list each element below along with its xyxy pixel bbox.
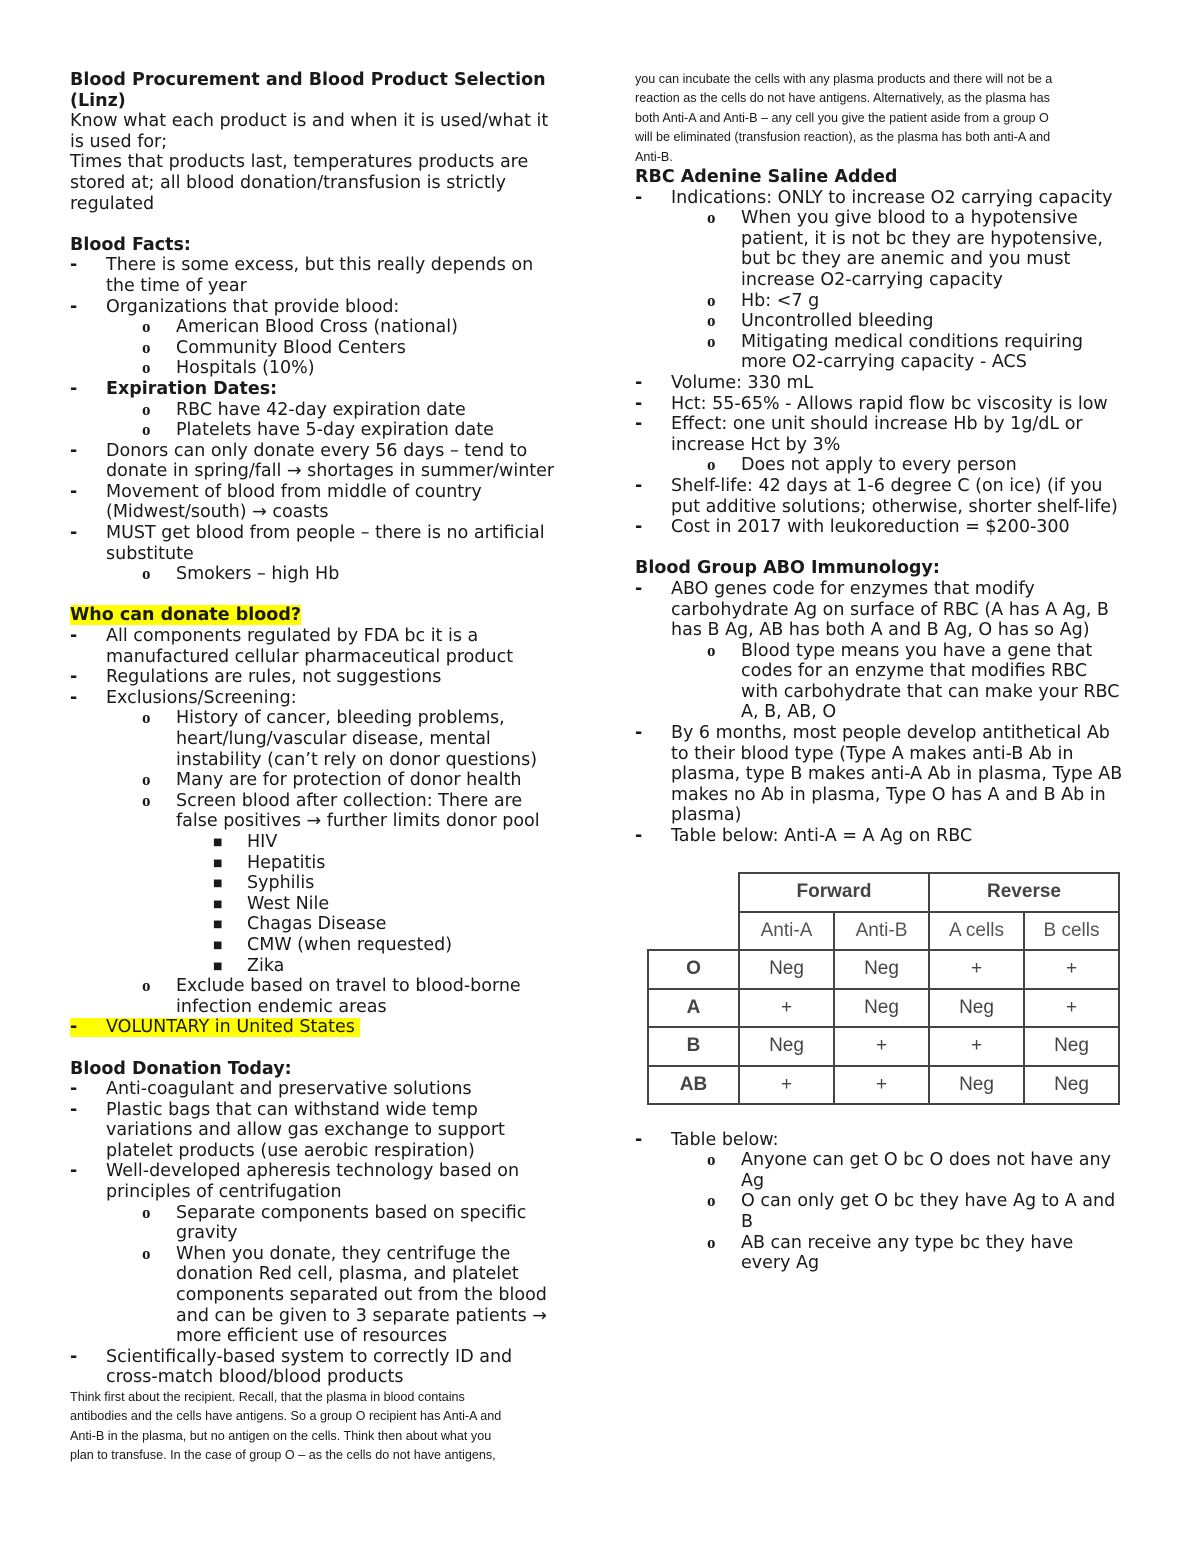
abo-typing-table-image [637,857,1124,1125]
intro-line: Times that products last, temperatures products are [70,152,529,173]
sub-bullet-item: o Screen blood after collection: There are [142,790,523,811]
bullet-item: - Volume: 330 mL [635,372,814,393]
circle-bullet-icon: o [142,399,151,419]
square-bullet-icon: ■ [213,919,223,931]
bullet-continuation: carbohydrate Ag on surface of RBC (A has A Ag, B [671,599,1109,620]
sub-bullet-continuation: more O2-carrying capacity - ACS [741,352,1027,373]
page-title-author: (Linz) [70,90,126,111]
sub-bullet-item: o When you donate, they centrifuge the [142,1243,511,1264]
dash-bullet-icon: - [70,523,78,544]
sub-bullet-item: o Uncontrolled bleeding [707,311,934,332]
circle-bullet-icon: o [142,317,151,337]
table-subheader-row [648,912,1119,951]
bullet-continuation: makes no Ab in plasma, Type O has A and B Ab in [671,784,1106,805]
sub-bullet-continuation: patient, it is not bc they are hypotensive, [741,228,1103,249]
bullet-continuation: principles of centrifugation [106,1182,342,1203]
note-line: both Anti-A and Anti-B – any cell you give the patient aside from a group O [635,110,1049,125]
table-cell: + [739,989,834,1028]
section-heading-blood-donation-today: Blood Donation Today: [70,1058,292,1079]
table-cell: + [929,1027,1024,1066]
bullet-continuation: put additive solutions; otherwise, shorter shelf-life) [671,496,1118,517]
sub-bullet-item: o Platelets have 5-day expiration date [142,420,494,441]
sub-bullet-item: o O can only get O bc they have Ag to A and [707,1191,1116,1212]
spacer [70,1038,570,1059]
note-line: will be eliminated (transfusion reaction), as the plasma has both anti-A and [635,130,1051,145]
square-bullet-icon: ■ [213,857,223,869]
bullet-item: - MUST get blood from people – there is no artificial [70,523,545,544]
dash-bullet-icon: - [70,1017,78,1038]
dash-bullet-icon: - [635,475,643,496]
circle-bullet-icon: o [142,708,151,728]
bullet-item: - Effect: one unit should increase Hb by 1g/dL or [635,414,1083,435]
dash-bullet-icon: - [70,626,78,647]
table-cell: + [739,1066,834,1105]
dash-bullet-icon: - [70,255,78,276]
sub-bullet-continuation: false positives → further limits donor pool [176,811,540,832]
dash-bullet-icon: - [635,187,643,208]
circle-bullet-icon: o [142,337,151,357]
sub-bullet-continuation: components separated out from the blood [176,1285,547,1306]
row-header-blood-type: B [648,1027,739,1066]
table-cell: Neg [929,989,1024,1028]
bullet-item: - Exclusions/Screening: [70,687,297,708]
table-cell: Neg [834,989,929,1028]
circle-bullet-icon: o [707,1150,716,1170]
bullet-continuation: cross-match blood/blood products [106,1367,404,1388]
sub-bullet-continuation: instability (can’t rely on donor questions) [176,749,538,770]
circle-bullet-icon: o [142,770,151,790]
bullet-item: - Cost in 2017 with leukoreduction = $200-300 [635,517,1070,538]
table-cell: Neg [834,950,929,989]
dash-bullet-icon: - [70,1161,78,1182]
sub-bullet-item: o AB can receive any type bc they have [707,1232,1074,1253]
sub-bullet-item: o Exclude based on travel to blood-borne [142,976,521,997]
subheader-anti-a: Anti-A [739,912,834,951]
table-row [648,1027,1119,1066]
circle-bullet-icon: o [707,1191,716,1211]
sub-bullet-item: o Blood type means you have a gene that [707,640,1093,661]
square-bullet-item: ■ HIV [213,831,278,852]
bullet-item: - Expiration Dates: [70,378,278,399]
sub-bullet-item: o Mitigating medical conditions requiring [707,331,1084,352]
sub-bullet-item: o Hb: <7 g [707,290,820,311]
header-forward: Forward [739,873,929,912]
circle-bullet-icon: o [142,420,151,440]
square-bullet-item: ■ Hepatitis [213,852,326,873]
intro-line: regulated [70,193,155,214]
square-bullet-icon: ■ [213,898,223,910]
dash-bullet-icon: - [635,826,643,847]
left-column [70,70,570,1466]
circle-bullet-icon: o [142,790,151,810]
sub-bullet-continuation: but bc they are anemic and you must [741,249,1071,270]
bullet-item: - ABO genes code for enzymes that modify [635,578,1035,599]
sub-bullet-item: o Smokers – high Hb [142,564,340,585]
table-cell: Neg [739,950,834,989]
circle-bullet-icon: o [142,564,151,584]
table-row [648,1066,1119,1105]
intro-line: Know what each product is and when it is used/what it [70,111,549,132]
sub-bullet-continuation: infection endemic areas [176,996,387,1017]
bullet-item: - Indications: ONLY to increase O2 carrying capacity [635,187,1113,208]
note-line: you can incubate the cells with any plasma products and there will not be a [635,72,1053,86]
square-bullet-icon: ■ [213,960,223,972]
bullet-continuation: increase Hct by 3% [671,434,841,455]
sub-bullet-continuation: with carbohydrate that can make your RBC [741,681,1120,702]
abo-typing-table [647,872,1120,1105]
bullet-item: - By 6 months, most people develop antithetical Ab [635,723,1110,744]
table-row [648,950,1119,989]
circle-bullet-icon: o [707,208,716,228]
dash-bullet-icon: - [635,578,643,599]
bullet-continuation: donate in spring/fall → shortages in summer/winter [106,461,555,482]
table-corner [648,912,739,951]
table-cell: Neg [1024,1066,1119,1105]
bullet-item: - Table below: Anti-A = A Ag on RBC [635,826,973,847]
dash-bullet-icon: - [70,667,78,688]
sub-bullet-continuation: heart/lung/vascular disease, mental [176,729,491,749]
sub-bullet-item: o Many are for protection of donor health [142,770,522,791]
dash-bullet-icon: - [635,414,643,435]
row-header-blood-type: O [648,950,739,989]
circle-bullet-icon: o [142,976,151,996]
bullet-item: - Movement of blood from middle of country [70,481,482,502]
table-cell: + [834,1027,929,1066]
bullet-continuation: substitute [106,543,194,564]
bullet-item: - Donors can only donate every 56 days – tend to [70,440,528,461]
table-header-row [648,873,1119,912]
sub-bullet-continuation: donation Red cell, plasma, and platelet [176,1264,519,1285]
intro-line: is used for; [70,131,168,152]
subheader-b-cells: B cells [1024,912,1119,951]
sub-bullet-item: o Does not apply to every person [707,455,1017,476]
bullet-item: - Well-developed apheresis technology based on [70,1161,520,1182]
dash-bullet-icon: - [70,687,78,708]
sub-bullet-item: o Anyone can get O bc O does not have any [707,1150,1111,1171]
bullet-continuation: has B Ag, AB has both A and B Ag, O has so Ag) [671,620,1090,641]
circle-bullet-icon: o [142,358,151,378]
table-cell: + [1024,989,1119,1028]
sub-bullet-continuation: increase O2-carrying capacity [741,270,1003,290]
table-corner [648,873,739,912]
sub-bullet-continuation: codes for an enzyme that modifies RBC [741,661,1088,682]
bullet-continuation: to their blood type (Type A makes anti-B Ab in [671,743,1074,764]
dash-bullet-icon: - [635,517,643,538]
square-bullet-icon: ■ [213,878,223,890]
spacer [635,538,1135,559]
sub-bullet-item: o American Blood Cross (national) [142,317,458,338]
bullet-item: - Regulations are rules, not suggestions [70,667,442,688]
dash-bullet-icon: - [70,1079,78,1100]
table-cell: + [1024,950,1119,989]
row-header-blood-type: A [648,989,739,1028]
row-header-blood-type: AB [648,1066,739,1105]
note-line: plan to transfuse. In the case of group O – as the cells do not have antigens, [70,1448,496,1463]
circle-bullet-icon: o [707,640,716,660]
dash-bullet-icon: - [635,1129,643,1150]
table-cell: + [834,1066,929,1105]
circle-bullet-icon: o [707,311,716,331]
circle-bullet-icon: o [142,1243,151,1263]
bullet-item: - Organizations that provide blood: [70,296,400,317]
spacer [70,214,570,235]
sub-bullet-item: o Community Blood Centers [142,337,406,358]
circle-bullet-icon: o [707,290,716,310]
sub-bullet-item: o Separate components based on specific [142,1202,527,1223]
subheader-anti-b: Anti-B [834,912,929,951]
note-line: Anti-B. [635,149,673,164]
dash-bullet-icon: - [70,440,78,461]
circle-bullet-icon: o [707,455,716,475]
sub-bullet-continuation: and can be given to 3 separate patients → [176,1305,547,1326]
dash-bullet-icon: - [635,393,643,414]
sub-bullet-item: o History of cancer, bleeding problems, [142,708,505,729]
sub-bullet-item: o RBC have 42-day expiration date [142,399,466,420]
section-heading-blood-facts: Blood Facts: [70,234,191,255]
sub-bullet-item: o When you give blood to a hypotensive [707,208,1078,229]
section-heading-abo-immunology: Blood Group ABO Immunology: [635,558,940,579]
bullet-item: - Hct: 55-65% - Allows rapid flow bc viscosity is low [635,393,1108,414]
sub-bullet-continuation: A, B, AB, O [741,702,837,723]
dash-bullet-icon: - [70,1346,78,1367]
bullet-continuation: platelet products (use aerobic respiration) [106,1140,475,1161]
dash-bullet-icon: - [70,481,78,502]
square-bullet-item: ■ CMW (when requested) [213,934,453,955]
bullet-continuation: plasma, type B makes anti-A Ab in plasma, Type AB [671,764,1123,785]
square-bullet-item: ■ West Nile [213,893,330,914]
table-cell: Neg [929,1066,1024,1105]
sub-bullet-continuation: B [741,1212,754,1232]
table-cell: + [929,950,1024,989]
bullet-continuation: variations and allow gas exchange to support [106,1120,505,1141]
bullet-item: - Scientifically-based system to correctly ID and [70,1346,513,1367]
dash-bullet-icon: - [70,296,78,317]
circle-bullet-icon: o [707,331,716,351]
note-line: antibodies and the cells have antigens. So a group O recipient has Anti-A and [70,1409,502,1424]
spacer [70,585,570,606]
subheader-a-cells: A cells [929,912,1024,951]
bullet-item: - Table below: [635,1129,779,1150]
square-bullet-item: ■ Zika [213,955,285,976]
sub-bullet-continuation: Ag [741,1170,765,1191]
square-bullet-icon: ■ [213,939,223,951]
note-line: reaction as the cells do not have antigens. Alternatively, as the plasma has [635,91,1050,106]
header-reverse: Reverse [929,873,1119,912]
page-title: Blood Procurement and Blood Product Selection [70,70,546,90]
dash-bullet-icon: - [635,723,643,744]
table-cell: Neg [739,1027,834,1066]
dash-bullet-icon: - [70,1099,78,1120]
bullet-item: - Anti-coagulant and preservative solutions [70,1079,472,1100]
section-heading-rbc-adenine-saline: RBC Adenine Saline Added [635,167,898,188]
section-heading-who-can-donate: Who can donate blood? [70,605,302,626]
circle-bullet-icon: o [707,1232,716,1252]
bullet-continuation: manufactured cellular pharmaceutical product [106,646,514,667]
square-bullet-item: ■ Chagas Disease [213,914,387,935]
bullet-continuation: plasma) [671,805,742,826]
sub-bullet-continuation: gravity [176,1223,238,1244]
table-cell: Neg [1024,1027,1119,1066]
dash-bullet-icon: - [635,372,643,393]
note-line: Think first about the recipient. Recall, that the plasma in blood contains [70,1390,465,1404]
bullet-item: - Shelf-life: 42 days at 1-6 degree C (on ice) (if you [635,475,1103,496]
square-bullet-item: ■ Syphilis [213,873,315,894]
note-line: Anti-B in the plasma, but no antigen on the cells. Think then about what you [70,1428,492,1443]
sub-bullet-continuation: every Ag [741,1253,820,1274]
table-row [648,989,1119,1028]
sub-bullet-item: o Hospitals (10%) [142,358,315,379]
square-bullet-icon: ■ [213,836,223,848]
sub-bullet-continuation: more efficient use of resources [176,1326,448,1347]
bullet-item: - Plastic bags that can withstand wide temp [70,1099,478,1120]
bullet-item: - All components regulated by FDA bc it is a [70,626,479,647]
bullet-continuation: the time of year [106,275,247,296]
circle-bullet-icon: o [142,1202,151,1222]
intro-line: stored at; all blood donation/transfusion is strictly [70,172,506,193]
bullet-item: - There is some excess, but this really depends on [70,255,534,276]
bullet-item-highlighted: - VOLUNTARY in United States [70,1017,570,1038]
dash-bullet-icon: - [70,378,78,399]
bullet-continuation: (Midwest/south) → coasts [106,502,329,523]
